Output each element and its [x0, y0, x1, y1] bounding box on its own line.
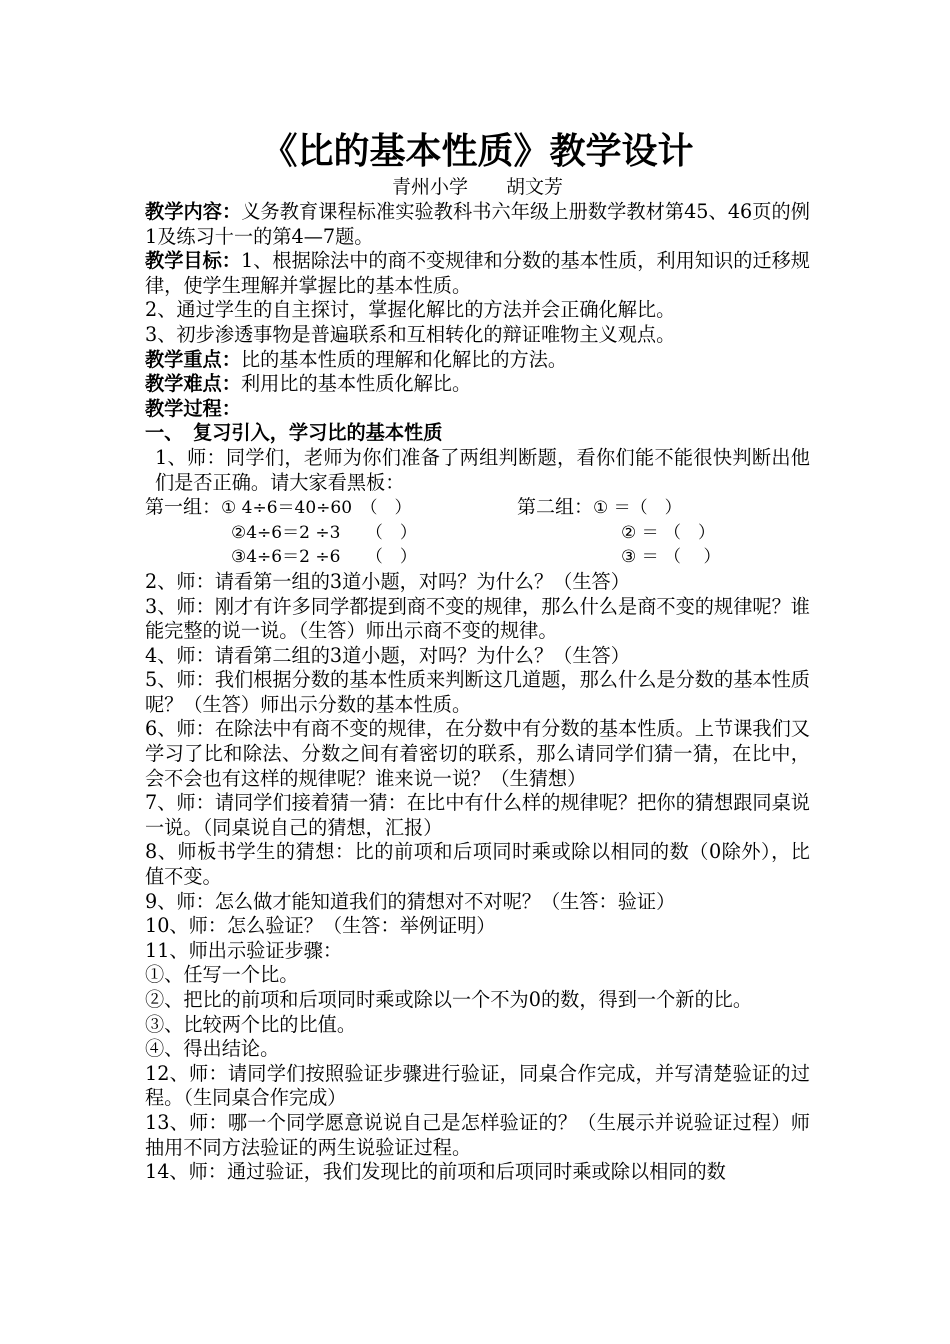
verify-step-1: ①、任写一个比。	[145, 963, 299, 987]
section-heading-1: 一、 复习引入，学习比的基本性质	[145, 421, 443, 445]
teaching-goal-1: 1、根据除法中的商不变规律和分数的基本性质，利用知识的迁移规律，使学生理解并掌握比的基本性质。	[145, 249, 810, 297]
teaching-goal-2: 2、通过学生的自主探讨，掌握化解比的方法并会正确化解比。	[145, 298, 676, 322]
step-11: 11、师出示验证步骤：	[145, 938, 343, 962]
group2-item-3: ③ ＝ （ ）	[621, 547, 721, 568]
verify-step-4: ④、得出结论。	[145, 1037, 280, 1061]
group1-label: 第一组：	[145, 496, 222, 519]
teaching-content	[145, 200, 810, 249]
step-6: 6、师：在除法中有商不变的规律，在分数中有分数的基本性质。上节课我们又学习了比和除法、分数之间有着密切的联系，那么请同学们猜一猜，在比中，会不会也有这样的规律呢？谁来说一说？（生猜想）	[145, 717, 810, 790]
group1-item-1: ① 4÷6＝40÷60 （ ）	[221, 498, 412, 519]
verify-step-3: ③、比较两个比的比值。	[145, 1012, 357, 1036]
step-5: 5、师：我们根据分数的基本性质来判断这几道题，那么什么是分数的基本性质呢？（生答）师出示分数的基本性质。	[145, 668, 810, 716]
group1-row-1	[145, 495, 517, 521]
teaching-goal-3: 3、初步渗透事物是普遍联系和互相转化的辩证唯物主义观点。	[145, 322, 676, 346]
step-4: 4、师：请看第二组的3道小题，对吗？为什么？（生答）	[145, 643, 630, 667]
step-10: 10、师：怎么验证？（生答：举例证明）	[145, 914, 496, 938]
teaching-key-point	[145, 348, 810, 373]
step-9: 9、师：怎么做才能知道我们的猜想对不对呢？（生答：验证）	[145, 889, 676, 913]
process-steps	[145, 570, 810, 1185]
teaching-process-label: 教学过程：	[145, 396, 241, 420]
step-12: 12、师：请同学们按照验证步骤进行验证，同桌合作完成，并写清楚验证的过程。（生同桌合作完成）	[145, 1061, 810, 1110]
group1-item-2: ②4÷6＝2 ÷3 （ ）	[231, 522, 417, 543]
teaching-key-label: 教学重点：	[145, 347, 241, 371]
group2-item-2: ② ＝ （ ）	[621, 522, 716, 543]
group2-label: 第二组：	[517, 496, 594, 519]
teaching-difficulty	[145, 372, 810, 397]
group2-item-1: ① ＝（ ）	[593, 498, 682, 519]
teaching-content-text: 义务教育课程标准实验教科书六年级上册数学教材第45、46页的例1及练习十一的第4—7题。	[145, 200, 810, 248]
teaching-goal	[145, 249, 810, 298]
step-14: 14、师：通过验证，我们发现比的前项和后项同时乘或除以相同的数	[145, 1160, 726, 1184]
step-1: 1、师：同学们，老师为你们准备了两组判断题，看你们能不能很快判断出他们是否正确。请大家看黑板：	[155, 445, 810, 494]
step-13: 13、师：哪一个同学愿意说说自己是怎样验证的？（生展示并说验证过程）师抽用不同方法验证的两生说验证过程。	[145, 1110, 810, 1159]
step-3: 3、师：刚才有许多同学都提到商不变的规律，那么什么是商不变的规律呢？谁能完整的说一说。（生答）师出示商不变的规律。	[145, 594, 810, 643]
teaching-content-label: 教学内容：	[145, 200, 242, 223]
document-title: 《比的基本性质》教学设计	[261, 130, 694, 172]
judgement-questions	[145, 495, 810, 570]
teaching-goal-label: 教学目标：	[145, 249, 241, 273]
step-2: 2、师：请看第一组的3道小题，对吗？为什么？（生答）	[145, 569, 630, 593]
document-subtitle: 青州小学 胡文芳	[391, 176, 563, 198]
teaching-key-text: 比的基本性质的理解和化解比的方法。	[240, 347, 568, 371]
step-8: 8、师板书学生的猜想：比的前项和后项同时乘或除以相同的数（0除外），比值不变。	[145, 840, 810, 889]
group1-item-3: ③4÷6＝2 ÷6 （ ）	[231, 547, 417, 568]
teaching-hard-text: 利用比的基本性质化解比。	[240, 372, 472, 396]
step-7: 7、师：请同学们接着猜一猜：在比中有什么样的规律呢？把你的猜想跟同桌说一说。（同桌说自己的猜想，汇报）	[145, 791, 810, 839]
group2-row-1	[517, 495, 809, 521]
teaching-hard-label: 教学难点：	[145, 372, 241, 396]
verify-step-2: ②、把比的前项和后项同时乘或除以一个不为0的数，得到一个新的比。	[145, 988, 753, 1011]
